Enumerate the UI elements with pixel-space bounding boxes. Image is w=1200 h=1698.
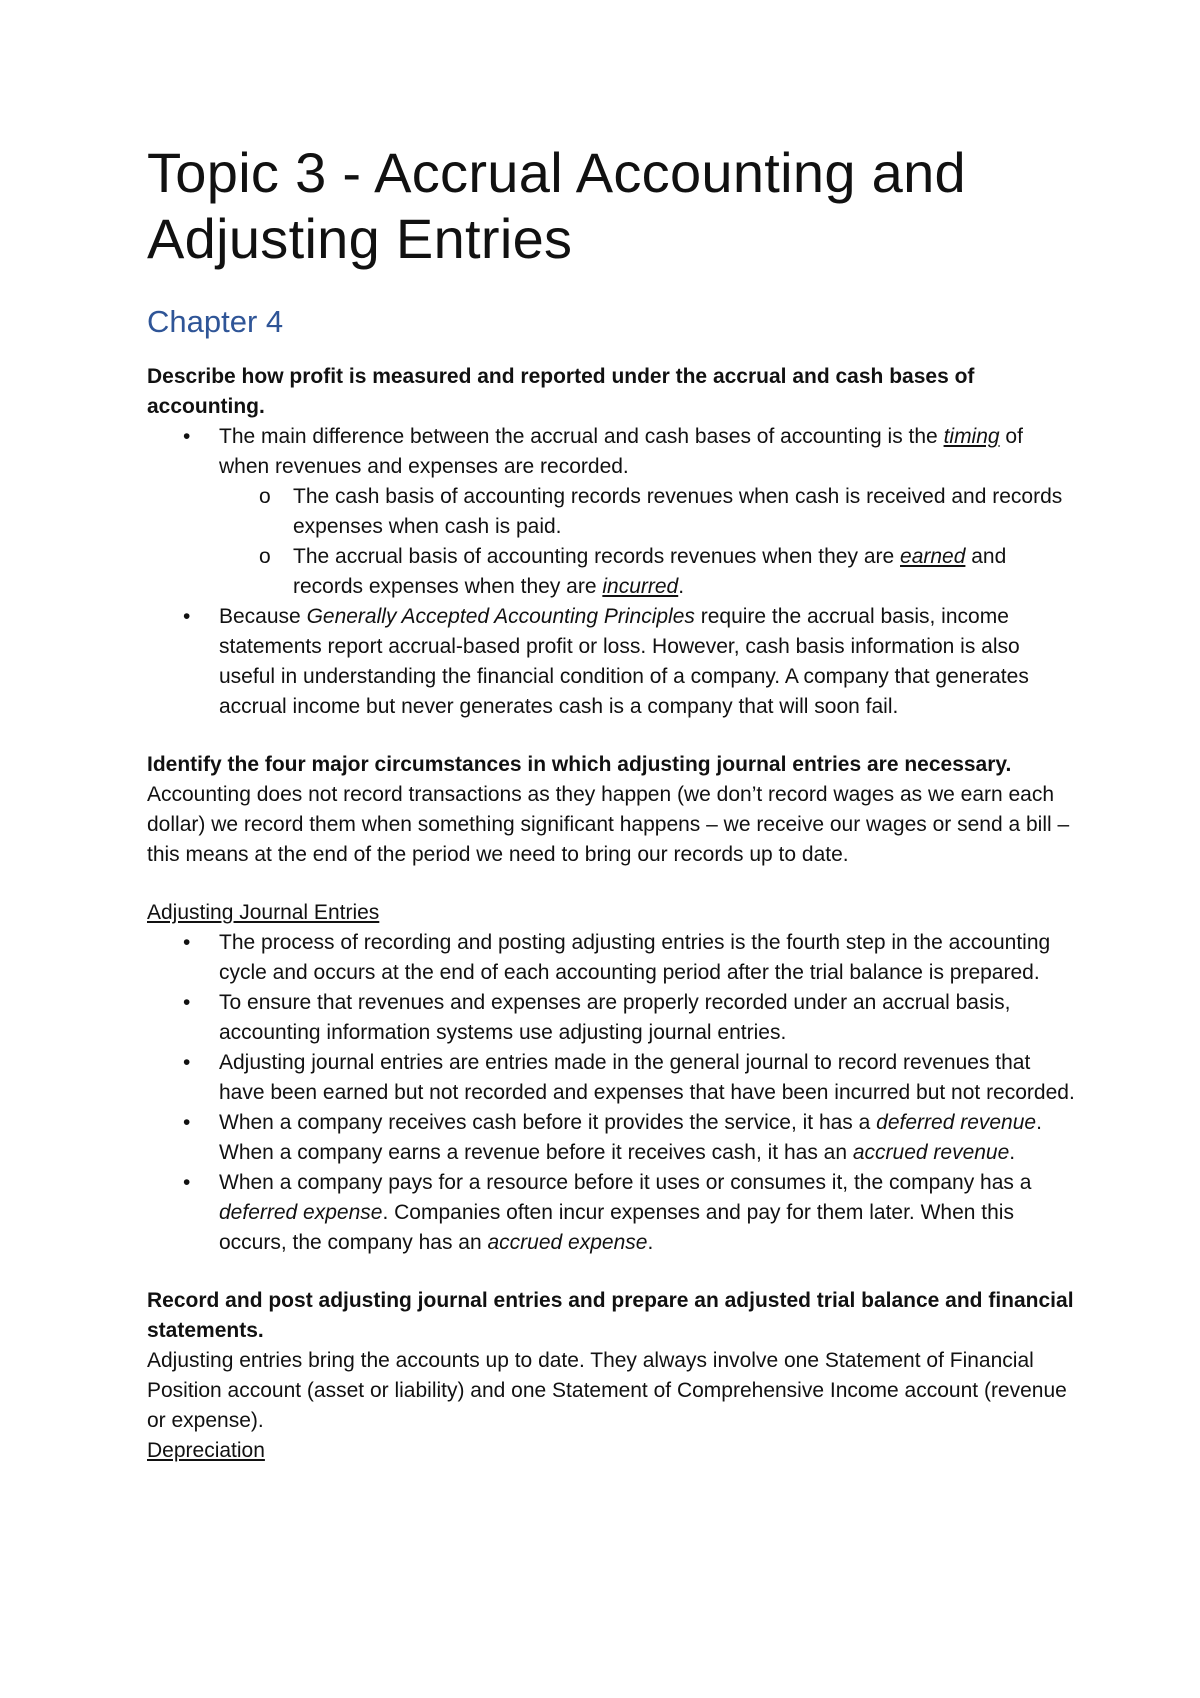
text-run: of when revenues and expenses are recorded. xyxy=(219,425,1023,478)
bullet-list xyxy=(147,422,1077,722)
section-heading-adjusting-circumstances: Identify the four major circumstances in which adjusting journal entries are necessary. xyxy=(147,753,1012,776)
text-run: Because xyxy=(219,605,307,628)
text-run: . When a company earns a revenue before it receives cash, it has an xyxy=(219,1111,1042,1164)
text-run: When a company receives cash before it provides the service, it has a xyxy=(219,1111,877,1134)
emphasis-accrued-expense: accrued expense xyxy=(487,1231,648,1254)
spacer xyxy=(147,1258,1077,1286)
emphasis-incurred: incurred xyxy=(602,575,679,598)
subheading-depreciation: Depreciation xyxy=(147,1439,265,1462)
spacer xyxy=(147,870,1077,898)
text-run: . Companies often incur expenses and pay for them later. When this occurs, the company has an xyxy=(219,1201,1014,1254)
paragraph: Accounting does not record transactions as they happen (we don’t record wages as we earn each dollar) we record them when something significant happens – we receive our wages or send a bill – this means at the end of the period we need to bring our records up to date. xyxy=(147,783,1070,866)
list-item xyxy=(147,1168,1077,1258)
list-item: • To ensure that revenues and expenses are properly recorded under an accrual basis, accounting information systems use adjusting journal entries. xyxy=(147,988,1077,1048)
emphasis-gaap: Generally Accepted Accounting Principles xyxy=(306,605,695,628)
sub-list-item xyxy=(147,542,1077,602)
list-item: • The process of recording and posting adjusting entries is the fourth step in the accounting cycle and occurs at the end of each accounting period after the trial balance is prepared. xyxy=(147,928,1077,988)
text-run: . xyxy=(678,575,685,598)
bullet-list xyxy=(147,928,1077,1258)
text-run: The accrual basis of accounting records revenues when they are xyxy=(293,545,901,568)
emphasis-deferred-expense: deferred expense xyxy=(219,1201,383,1224)
list-item: • Adjusting journal entries are entries made in the general journal to record revenues that have been earned but not recorded and expenses that have been incurred but not recorded. xyxy=(147,1048,1077,1108)
sub-list-item: o The cash basis of accounting records revenues when cash is received and records expenses when cash is paid. xyxy=(147,482,1077,542)
list-item xyxy=(147,422,1077,602)
section-heading-record-and-post: Record and post adjusting journal entries and prepare an adjusted trial balance and financial statements. xyxy=(147,1289,1074,1342)
subheading-adjusting-journal-entries: Adjusting Journal Entries xyxy=(147,901,380,924)
chapter-heading: Chapter 4 xyxy=(147,304,284,339)
text-run: The main difference between the accrual and cash bases of accounting is the xyxy=(219,425,944,448)
emphasis-accrued-revenue: accrued revenue xyxy=(852,1141,1010,1164)
list-item xyxy=(147,602,1077,722)
section-heading-profit-measurement: Describe how profit is measured and reported under the accrual and cash bases of accounting. xyxy=(147,365,975,418)
text-run: and records expenses when they are xyxy=(293,545,1007,598)
spacer xyxy=(147,722,1077,750)
sub-list xyxy=(147,482,1077,602)
text-run: . xyxy=(647,1231,654,1254)
emphasis-deferred-revenue: deferred revenue xyxy=(876,1111,1037,1134)
paragraph: Adjusting entries bring the accounts up to date. They always involve one Statement of Financial Position account (asset or liability) and one Statement of Comprehensive Income account (revenue or expense). xyxy=(147,1349,1067,1432)
document-page xyxy=(147,140,1077,1466)
text-run: require the accrual basis, income statements report accrual-based profit or loss. However, cash basis information is also useful in understanding the financial condition of a company. A company that generates accrual income but never generates cash is a company that will soon fail. xyxy=(219,605,1029,718)
text-run: . xyxy=(1009,1141,1016,1164)
text-run: When a company pays for a resource before it uses or consumes it, the company has a xyxy=(219,1171,1032,1194)
emphasis-timing: timing xyxy=(943,425,1000,448)
list-item xyxy=(147,1108,1077,1168)
emphasis-earned: earned xyxy=(900,545,966,568)
page-title: Topic 3 - Accrual Accounting and Adjusting Entries xyxy=(147,141,966,270)
